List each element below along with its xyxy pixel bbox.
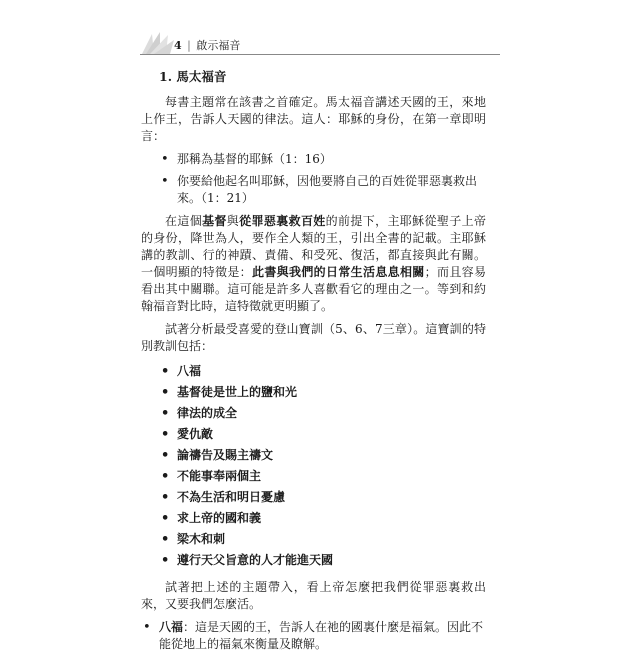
- running-header: [174, 39, 240, 53]
- premise-paragraph: [141, 213, 486, 315]
- teaching-list: [141, 363, 486, 573]
- book-title: 啟示福音: [196, 39, 241, 52]
- list-item: • 那稱為基督的耶穌（1：16）: [141, 151, 486, 168]
- quote-list: [141, 151, 486, 207]
- list-item: [141, 619, 486, 653]
- list-item: • 八福: [141, 363, 486, 384]
- page-number: 4: [174, 39, 182, 52]
- list-item: • 遵行天父旨意的人才能進天國: [141, 552, 486, 573]
- list-item: • 你要給他起名叫耶穌，因他要將自己的百姓從罪惡裏救出來。（1：21）: [141, 173, 486, 207]
- list-item: • 愛仇敵: [141, 426, 486, 447]
- intro-paragraph: 每書主題常在該書之首確定。馬太福音講述天國的王，來地上作王，告訴人天國的律法。這人：耶穌的身份，在第一章即明言：: [141, 95, 486, 143]
- text-run: 與: [226, 214, 240, 228]
- section-title: 1. 馬太福音: [159, 69, 227, 84]
- page-header: [140, 30, 500, 56]
- list-item: • 基督徒是世上的鹽和光: [141, 384, 486, 405]
- list-item: • 梁木和刺: [141, 531, 486, 552]
- term-explanation: ：這是天國的王，告訴人在祂的國裏什麼是福氣。因此不能從地上的福氣來衡量及瞭解。: [159, 620, 484, 651]
- list-item: • 不為生活和明日憂慮: [141, 489, 486, 510]
- list-item: • 不能事奉兩個主: [141, 468, 486, 489]
- explanation-list: [141, 619, 486, 653]
- list-item: • 律法的成全: [141, 405, 486, 426]
- list-item: • 論禱告及賜主禱文: [141, 447, 486, 468]
- application-paragraph: 試著把上述的主題帶入，看上帝怎麼把我們從罪惡裏救出來，又要我們怎麼活。: [141, 580, 486, 611]
- emphasis-daily-life: 此書與我們的日常生活息息相關: [252, 265, 425, 279]
- term-label: 八福: [159, 620, 184, 634]
- text-run: 的前提下，主耶穌從聖子上帝的身份，降世為人，要作全人類的王，引出全書的記載。主耶穌講的教訓、行的神蹟、責備、和受死、復活，都直接與此有關。一個明顯的特徵是：: [141, 214, 486, 279]
- text-run: 在這個: [165, 214, 203, 228]
- emphasis-christ: 基督: [202, 214, 227, 228]
- header-separator: |: [187, 39, 191, 52]
- sermon-paragraph: 試著分析最受喜愛的登山寶訓（5、6、7三章）。這寶訓的特別教訓包括：: [141, 322, 486, 353]
- list-item: • 求上帝的國和義: [141, 510, 486, 531]
- emphasis-save-people: 從罪惡裏救百姓: [239, 214, 326, 228]
- page-body: [141, 68, 486, 653]
- text-run: ；而且容易看出其中關聯。這可能是許多人喜歡看它的理由之一。等到和約翰福音對比時，這特徵就更明顯了。: [141, 265, 486, 313]
- header-rule: [140, 54, 500, 55]
